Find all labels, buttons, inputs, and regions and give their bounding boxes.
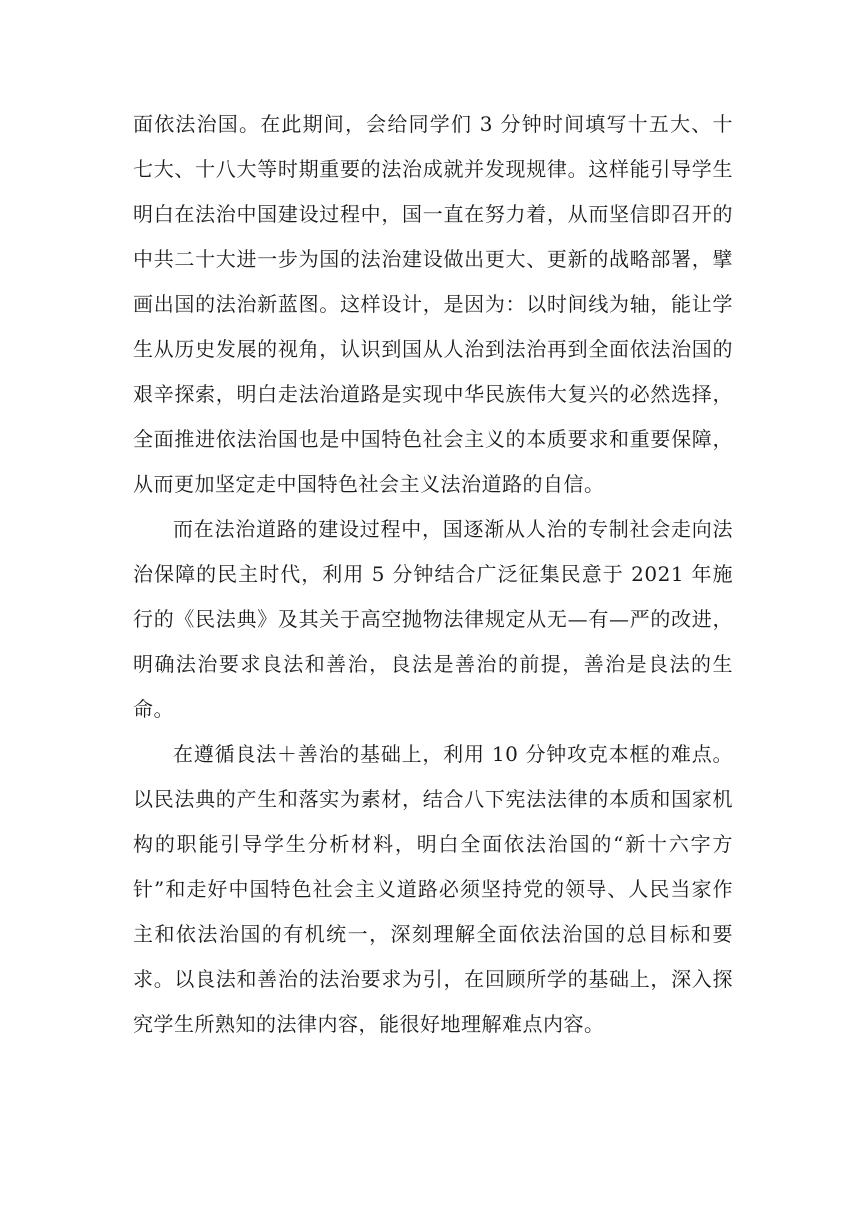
paragraph-2: 而在法治道路的建设过程中，国逐渐从人治的专制社会走向法治保障的民主时代，利用 5 分钟结合广泛征集民意于 2021 年施行的《民法典》及其关于高空抛物法律规定从无—有—严的改进，明确法治要求良法和善治，良法是善治的前提，善治是良法的生命。 — [133, 517, 733, 721]
body-text — [133, 102, 733, 1047]
paragraph-1: 面依法治国。在此期间，会给同学们 3 分钟时间填写十五大、十七大、十八大等时期重要的法治成就并发现规律。这样能引导学生明白在法治中国建设过程中，国一直在努力着，从而坚信即召开的中共二十大进一步为国的法治建设做出更大、更新的战略部署，擘画出国的法治新蓝图。这样设计，是因为：以时间线为轴，能让学生从历史发展的视角，认识到国从人治到法治再到全面依法治国的艰辛探索，明白走法治道路是实现中华民族伟大复兴的必然选择，全面推进依法治国也是中国特色社会主义的本质要求和重要保障，从而更加坚定走中国特色社会主义法治道路的自信。 — [133, 112, 733, 496]
paragraph-3: 在遵循良法＋善治的基础上，利用 10 分钟攻克本框的难点。以民法典的产生和落实为素材，结合八下宪法法律的本质和国家机构的职能引导学生分析材料，明白全面依法治国的“新十六字方针”和走好中国特色社会主义道路必须坚持党的领导、人民当家作主和依法治国的有机统一，深刻理解全面依法治国的总目标和要求。以良法和善治的法治要求为引，在回顾所学的基础上，深入探究学生所熟知的法律内容，能很好地理解难点内容。 — [133, 742, 733, 1036]
